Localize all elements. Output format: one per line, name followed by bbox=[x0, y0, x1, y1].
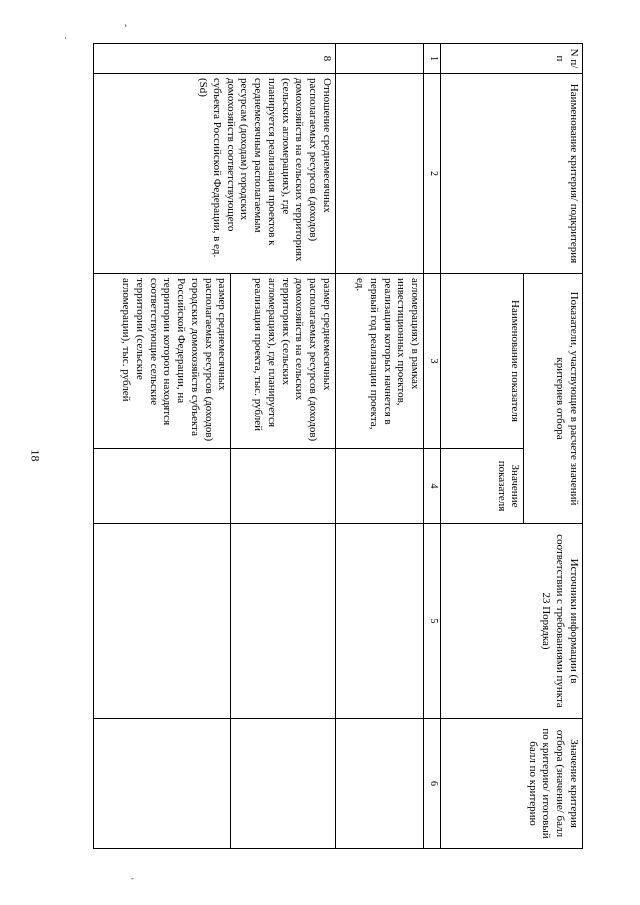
row-value bbox=[94, 449, 231, 524]
row-source bbox=[335, 524, 423, 719]
scan-mark: › bbox=[124, 20, 127, 30]
table-header-row bbox=[524, 44, 583, 849]
row-criterion bbox=[335, 74, 423, 274]
criteria-table bbox=[93, 43, 583, 849]
scan-mark: · bbox=[64, 33, 67, 43]
row-num bbox=[335, 44, 423, 74]
row-num: 8 bbox=[94, 44, 336, 74]
header-num: N п/п bbox=[440, 44, 582, 74]
row-indicator: агломерациях) в рамках инвестиционных проектов, реализация которых начнется в первый год реализации проекта, ед. bbox=[335, 274, 423, 449]
row-source bbox=[231, 524, 336, 719]
row-indicator: размер среднемесячных располагаемых ресурсов (доходов) домохозяйств на сельских территориях (сельских агломерациях), где планируется реализация проекта, тыс. рублей bbox=[231, 274, 336, 449]
row-source bbox=[94, 524, 231, 719]
header-criterion-value: Значение критерия отбора (значение/ балл по критерию/ итоговый балл по критерию bbox=[440, 719, 582, 849]
column-number: 1 bbox=[424, 44, 441, 74]
header-indicator-value: Значение показателя bbox=[440, 449, 524, 524]
table-row bbox=[231, 44, 336, 849]
row-criterion: Отношение среднемесячных располагаемых ресурсов (доходов) домохозяйств на сельских территориях (сельских агломерациях), где планируется реализация проектов к среднемесячным располагаемым ресурсам (доходам) городских домохозяйств соответствующего субъекта Российской Федерации, в ед. (Sd) bbox=[94, 74, 336, 274]
column-number: 5 bbox=[424, 524, 441, 719]
table-rotated-container bbox=[93, 43, 583, 848]
page-number: 18 bbox=[28, 449, 43, 462]
column-number: 6 bbox=[424, 719, 441, 849]
table-row bbox=[335, 44, 423, 849]
row-value bbox=[335, 449, 423, 524]
header-indicator-name: Наименование показателя bbox=[440, 274, 524, 449]
column-number: 3 bbox=[424, 274, 441, 449]
row-indicator: размер среднемесячных располагаемых ресурсов (доходов) городских домохозяйств субъекта Российской Федерации, на территории которого находятся соответствующие сельские территории (сельские агломерации), тыс. рублей bbox=[94, 274, 231, 449]
header-criterion: Наименование критерия/ подкритерия bbox=[440, 74, 582, 274]
column-number: 4 bbox=[424, 449, 441, 524]
scan-mark: - bbox=[131, 873, 134, 883]
row-result bbox=[231, 719, 336, 849]
column-number-row bbox=[424, 44, 441, 849]
header-sources: Источники информации (в соответствии с требованиями пункта 23 Порядка) bbox=[440, 524, 582, 719]
column-number: 2 bbox=[424, 74, 441, 274]
row-value bbox=[231, 449, 336, 524]
row-result bbox=[335, 719, 423, 849]
row-result bbox=[94, 719, 231, 849]
header-indicators-group: Показатели, участвующие в расчете значений критериев отбора bbox=[524, 274, 583, 524]
